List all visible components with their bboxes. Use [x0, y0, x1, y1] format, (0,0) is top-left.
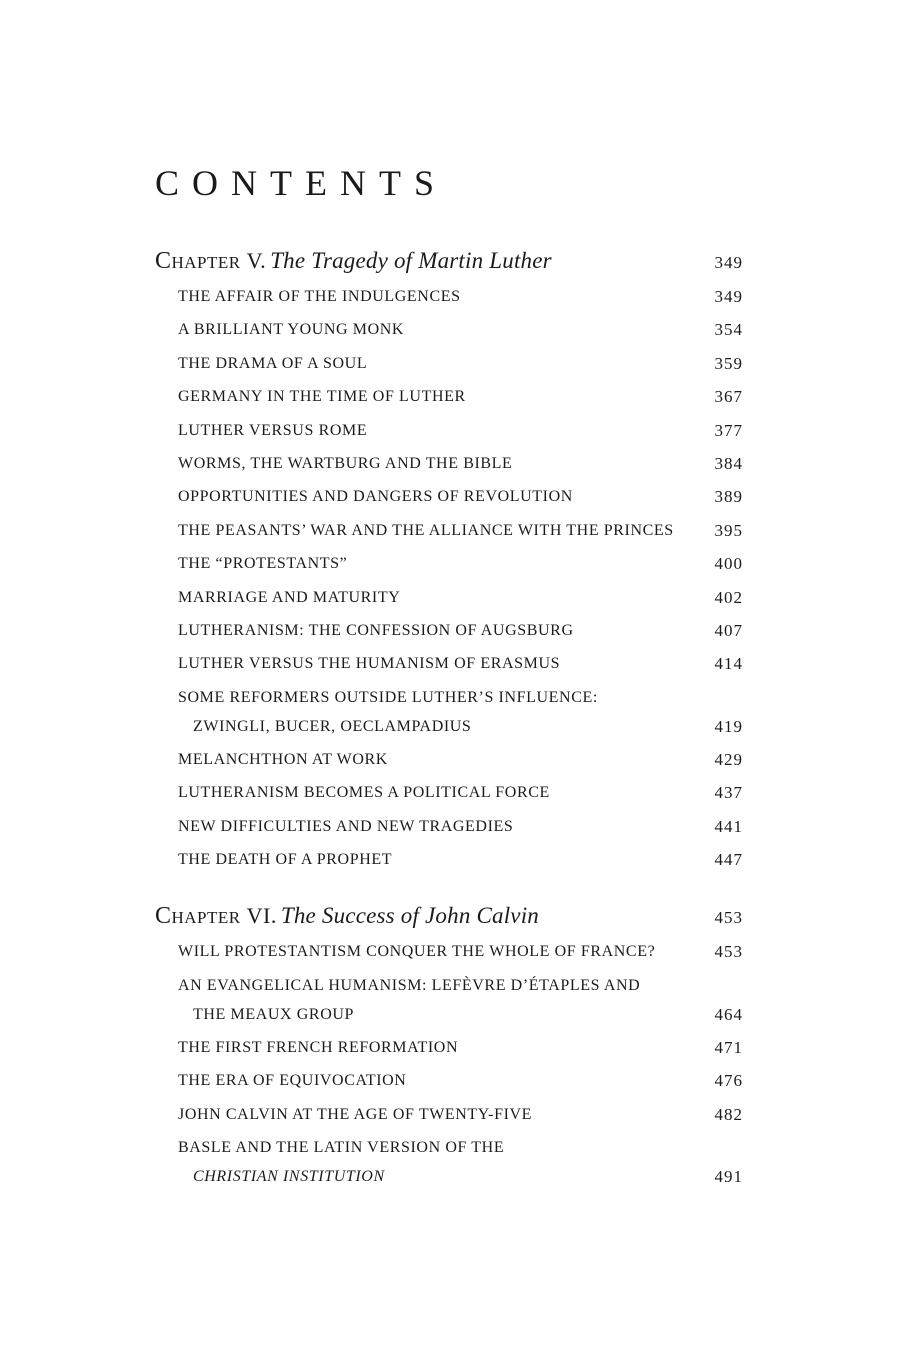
- entry-page-number: 359: [714, 353, 743, 373]
- entry-title-line: WORMS, THE WARTBURG AND THE BIBLE: [178, 454, 513, 472]
- entry-title-line: THE DRAMA OF A SOUL: [178, 354, 368, 372]
- entry-title: [178, 817, 705, 836]
- toc-entry: [178, 421, 743, 440]
- toc-entry: [178, 287, 743, 306]
- entry-title-line: GERMANY IN THE TIME OF LUTHER: [178, 388, 466, 406]
- entry-title-line: LUTHER VERSUS ROME: [178, 421, 368, 439]
- chapter-entries: [155, 287, 743, 869]
- entry-title-line: MELANCHTHON AT WORK: [178, 751, 388, 769]
- entry-title-line: LUTHER VERSUS THE HUMANISM OF ERASMUS: [178, 655, 561, 673]
- entry-title-line: THE DEATH OF A PROPHET: [178, 851, 393, 869]
- chapter-number: V.: [240, 248, 267, 273]
- entry-page-number: 384: [714, 453, 743, 473]
- entry-title-line: THE FIRST FRENCH REFORMATION: [178, 1039, 459, 1057]
- toc-entry: [178, 942, 743, 961]
- chapter-title: The Success of John Calvin: [280, 903, 539, 929]
- entry-page-number: 367: [714, 387, 743, 407]
- toc-entry: [178, 387, 743, 406]
- toc-entry: [178, 320, 743, 339]
- toc-entry: [178, 354, 743, 373]
- toc-entry: [178, 1138, 743, 1186]
- entry-title-line: THE PEASANTS’ WAR AND THE ALLIANCE WITH THE PRINCES: [178, 521, 674, 539]
- entry-title-line: OPPORTUNITIES AND DANGERS OF REVOLUTION: [178, 488, 573, 506]
- toc-entry: [178, 1038, 743, 1057]
- entry-page-number: 476: [714, 1071, 743, 1091]
- entry-title: [178, 421, 705, 440]
- entry-title-line: NEW DIFFICULTIES AND NEW TRAGEDIES: [178, 817, 514, 835]
- entry-title-line: THE AFFAIR OF THE INDULGENCES: [178, 288, 461, 305]
- toc-entry: [178, 454, 743, 473]
- entry-title-line: LUTHERANISM: THE CONFESSION OF AUGSBURG: [178, 621, 574, 639]
- entry-title-line: MARRIAGE AND MATURITY: [178, 588, 401, 606]
- page-title: CONTENTS: [155, 163, 447, 203]
- entry-title: [178, 521, 705, 540]
- entry-page-number: 395: [714, 520, 743, 540]
- toc-entry: [178, 850, 743, 869]
- entry-page-number: 402: [714, 587, 743, 607]
- entry-title-line: LUTHERANISM BECOMES A POLITICAL FORCE: [178, 784, 550, 802]
- chapter-label: Chapter: [155, 248, 241, 274]
- toc-entry: [178, 817, 743, 836]
- entry-title: [178, 750, 705, 769]
- entry-title: [178, 588, 705, 607]
- entry-title: [178, 976, 705, 1024]
- entry-title: [178, 554, 705, 573]
- chapter-page-number: 453: [714, 908, 743, 928]
- toc-entry: [178, 487, 743, 506]
- entry-page-number: 377: [714, 420, 743, 440]
- entry-title-line: THE ERA OF EQUIVOCATION: [178, 1072, 407, 1090]
- entry-page-number: 419: [714, 716, 743, 736]
- toc-entry: [178, 783, 743, 802]
- entry-title: [178, 1038, 705, 1057]
- toc-entry: [178, 1105, 743, 1124]
- toc-entry: [178, 688, 743, 736]
- entry-title-line: THE MEAUX GROUP: [193, 1005, 354, 1023]
- entry-title-line: JOHN CALVIN AT THE AGE OF TWENTY-FIVE: [178, 1105, 533, 1123]
- chapter-label: Chapter: [155, 903, 241, 930]
- contents-body: [155, 163, 743, 1201]
- entry-title: [178, 487, 705, 506]
- entry-page-number: 453: [714, 942, 743, 962]
- entry-page-number: 414: [714, 654, 743, 674]
- entry-title-line: ZWINGLI, BUCER, OECLAMPADIUS: [193, 717, 472, 735]
- chapter-heading: [155, 247, 743, 278]
- toc-entry: [178, 521, 743, 540]
- entry-title: [178, 354, 705, 373]
- chapter-section: [155, 247, 743, 869]
- entry-page-number: 482: [714, 1104, 743, 1124]
- entry-title: [178, 1071, 705, 1090]
- toc-entry: [178, 1071, 743, 1090]
- entry-title: [178, 850, 705, 869]
- entry-title-line: WILL PROTESTANTISM CONQUER THE WHOLE OF FRANCE?: [178, 943, 656, 961]
- entry-title: [178, 387, 705, 406]
- entry-title: [178, 688, 705, 736]
- entry-title: [178, 320, 705, 339]
- entry-page-number: 447: [714, 850, 743, 870]
- entry-title: [178, 942, 705, 961]
- entry-page-number: 429: [714, 750, 743, 770]
- entry-title: [178, 287, 705, 306]
- entry-title: [178, 783, 705, 802]
- entry-page-number: 464: [714, 1004, 743, 1024]
- entry-title: [178, 654, 705, 673]
- chapter-heading: [155, 902, 743, 933]
- chapter-heading-text: [155, 247, 552, 278]
- entry-page-number: 491: [714, 1167, 743, 1187]
- entry-title-line: THE “PROTESTANTS”: [178, 555, 348, 573]
- chapter-section: [155, 902, 743, 1186]
- toc-entry: [178, 621, 743, 640]
- chapter-heading-text: [155, 902, 539, 933]
- chapter-entries: [155, 942, 743, 1186]
- entry-title: [178, 1105, 705, 1124]
- entry-page-number: 471: [714, 1038, 743, 1058]
- entry-page-number: 437: [714, 783, 743, 803]
- chapter-page-number: 349: [714, 253, 743, 272]
- entry-page-number: 407: [714, 620, 743, 640]
- chapter-title: The Tragedy of Martin Luther: [270, 248, 552, 273]
- entry-page-number: 354: [714, 320, 743, 340]
- entry-title: [178, 621, 705, 640]
- entry-page-number: 389: [714, 487, 743, 507]
- entry-title: [178, 1138, 705, 1186]
- entry-title-line: BASLE AND THE LATIN VERSION OF THE: [178, 1139, 505, 1157]
- toc-entry: [178, 750, 743, 769]
- toc-entry: [178, 554, 743, 573]
- entry-title-line: A BRILLIANT YOUNG MONK: [178, 321, 405, 339]
- entry-page-number: 441: [714, 816, 743, 836]
- entry-title: [178, 454, 705, 473]
- entry-page-number: 400: [714, 554, 743, 574]
- entry-title-line: CHRISTIAN INSTITUTION: [193, 1168, 385, 1186]
- entry-title-line: SOME REFORMERS OUTSIDE LUTHER’S INFLUENCE:: [178, 688, 598, 706]
- entry-title-line: AN EVANGELICAL HUMANISM: LEFÈVRE D’ÉTAPLES AND: [178, 976, 641, 994]
- chapters: [155, 247, 743, 1186]
- toc-entry: [178, 588, 743, 607]
- chapter-number: VI.: [240, 903, 277, 929]
- toc-entry: [178, 976, 743, 1024]
- entry-page-number: 349: [714, 287, 743, 306]
- toc-entry: [178, 654, 743, 673]
